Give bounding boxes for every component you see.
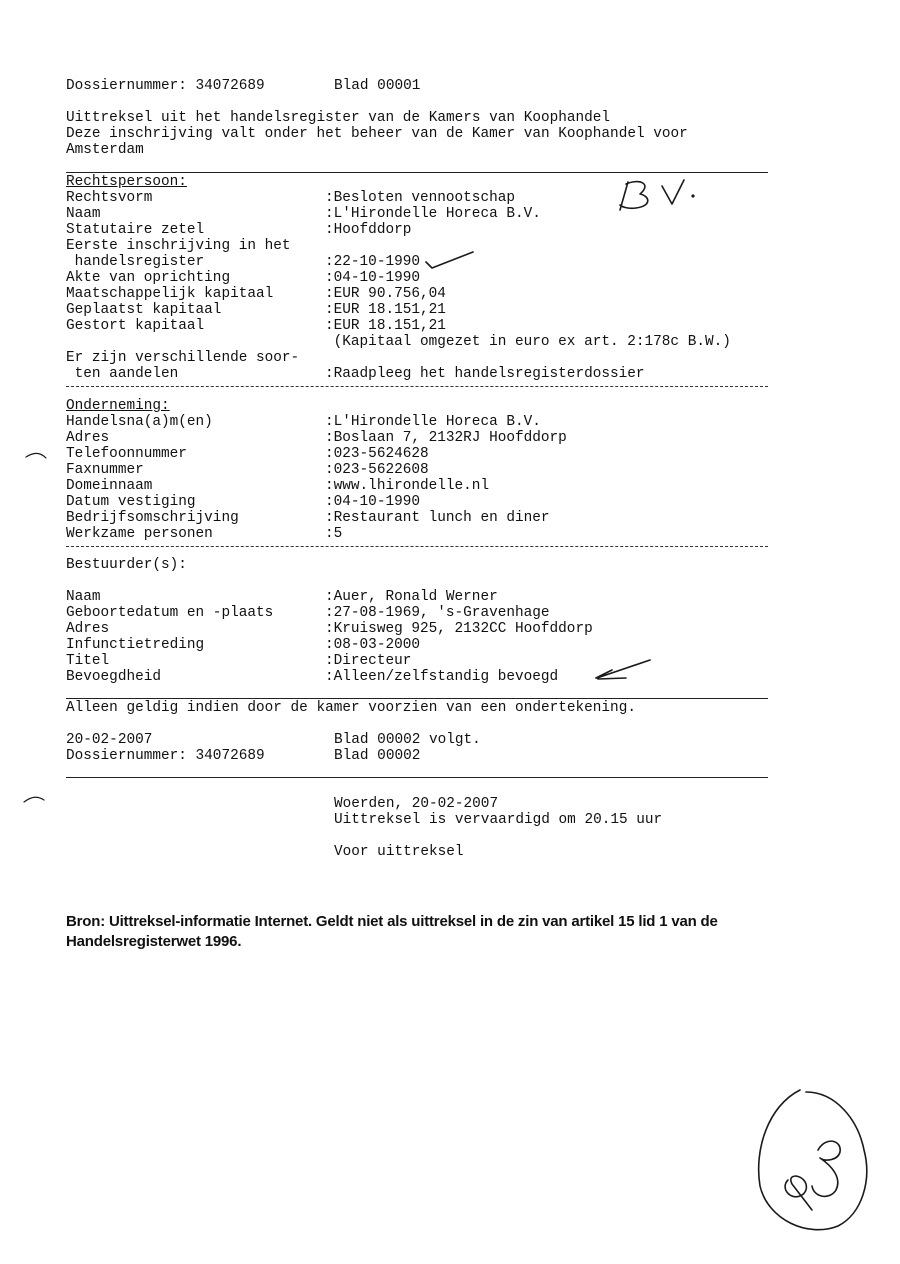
field-label: Handelsna(a)m(en) — [66, 414, 213, 430]
field-value: :Kruisweg 925, 2132CC Hoofddorp — [325, 621, 593, 637]
field-value: :Besloten vennootschap — [325, 190, 515, 206]
field-label: Naam — [66, 589, 101, 605]
validity-notice: Alleen geldig indien door de kamer voorzien van een ondertekening. — [66, 700, 636, 716]
field-value: :22-10-1990 — [325, 254, 420, 270]
field-label: Akte van oprichting — [66, 270, 231, 286]
voor-uittreksel: Voor uittreksel — [334, 844, 464, 860]
field-value: (Kapitaal omgezet in euro ex art. 2:178c B.W.) — [325, 334, 731, 350]
field-value: :www.lhirondelle.nl — [325, 478, 490, 494]
bestuurders-heading: Bestuurder(s): — [66, 557, 187, 573]
field-label: Statutaire zetel — [66, 222, 205, 238]
place-date: Woerden, 20-02-2007 — [334, 796, 499, 812]
field-value: :08-03-2000 — [325, 637, 420, 653]
field-label: Domeinnaam — [66, 478, 153, 494]
field-value: :023-5622608 — [325, 462, 429, 478]
field-label: Titel — [66, 653, 110, 669]
field-label: Gestort kapitaal — [66, 318, 205, 334]
field-value: :EUR 18.151,21 — [325, 318, 446, 334]
check-mark-icon — [596, 660, 650, 679]
handwritten-bv-note — [620, 180, 694, 210]
field-value: :27-08-1969, 's-Gravenhage — [325, 605, 550, 621]
next-page-note: Blad 00002 volgt. — [334, 732, 481, 748]
field-label: Geboortedatum en -plaats — [66, 605, 274, 621]
footer-page-number: Blad 00002 — [334, 748, 421, 764]
field-value: :Restaurant lunch en diner — [325, 510, 550, 526]
field-label: Bedrijfsomschrijving — [66, 510, 239, 526]
field-label: Faxnummer — [66, 462, 144, 478]
rechtspersoon-heading: Rechtspersoon: — [66, 174, 187, 190]
page-number: Blad 00001 — [334, 78, 421, 94]
field-value: :04-10-1990 — [325, 494, 420, 510]
field-label: Adres — [66, 621, 110, 637]
field-value: :Boslaan 7, 2132RJ Hoofddorp — [325, 430, 567, 446]
margin-mark — [26, 453, 46, 458]
field-label: handelsregister — [66, 254, 205, 270]
circled-page-number — [759, 1090, 867, 1230]
field-label: Maatschappelijk kapitaal — [66, 286, 274, 302]
field-value: :5 — [325, 526, 343, 542]
field-label: Telefoonnummer — [66, 446, 187, 462]
field-label: Eerste inschrijving in het — [66, 238, 291, 254]
field-value: :Alleen/zelfstandig bevoegd — [325, 669, 559, 685]
field-value: :Raadpleeg het handelsregisterdossier — [325, 366, 645, 382]
field-label: Infunctietreding — [66, 637, 205, 653]
field-label: Adres — [66, 430, 110, 446]
field-value: :Hoofddorp — [325, 222, 412, 238]
check-mark-icon — [426, 252, 473, 268]
source-note: Bron: Uittreksel-informatie Internet. Geldt niet als uittreksel in de zin van artikel 15 lid 1 van de Handelsregisterwet 1996. — [66, 913, 718, 950]
field-label: Werkzame personen — [66, 526, 213, 542]
field-value: :L'Hirondelle Horeca B.V. — [325, 206, 541, 222]
field-label: Datum vestiging — [66, 494, 196, 510]
dossier-number: Dossiernummer: 34072689 — [66, 78, 265, 94]
onderneming-heading: Onderneming: — [66, 398, 170, 414]
generated-time: Uittreksel is vervaardigd om 20.15 uur — [334, 812, 663, 828]
footer-date: 20-02-2007 — [66, 732, 153, 748]
field-label: Rechtsvorm — [66, 190, 153, 206]
margin-mark — [24, 797, 44, 802]
field-value: :Auer, Ronald Werner — [325, 589, 498, 605]
field-value: :Directeur — [325, 653, 412, 669]
field-value: :023-5624628 — [325, 446, 429, 462]
field-value: :04-10-1990 — [325, 270, 420, 286]
field-value: :EUR 90.756,04 — [325, 286, 446, 302]
field-label: Geplaatst kapitaal — [66, 302, 222, 318]
field-label: ten aandelen — [66, 366, 179, 382]
field-label: Bevoegdheid — [66, 669, 161, 685]
field-label: Er zijn verschillende soor- — [66, 350, 300, 366]
field-value: :EUR 18.151,21 — [325, 302, 446, 318]
footer-dossier-number: Dossiernummer: 34072689 — [66, 748, 265, 764]
field-value: :L'Hirondelle Horeca B.V. — [325, 414, 541, 430]
intro-line-3: Amsterdam — [66, 142, 144, 158]
intro-line-2: Deze inschrijving valt onder het beheer van de Kamer van Koophandel voor — [66, 126, 688, 142]
intro-line-1: Uittreksel uit het handelsregister van de Kamers van Koophandel — [66, 110, 611, 126]
field-label: Naam — [66, 206, 101, 222]
